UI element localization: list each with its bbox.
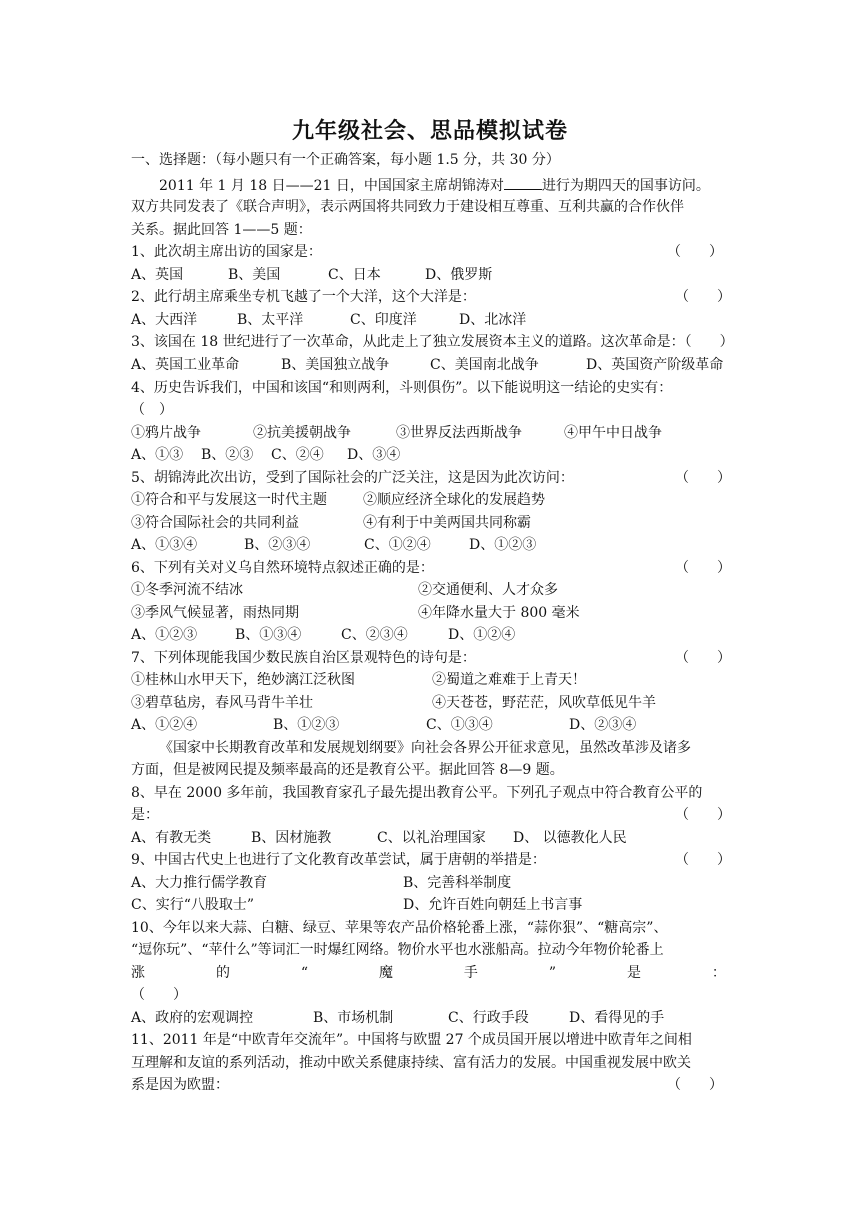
answer-paren: （ ）	[667, 244, 723, 260]
question-2	[131, 287, 731, 307]
question-9-options-row1	[131, 873, 731, 893]
question-10-line3	[131, 963, 726, 983]
question-5-stem: 5、胡锦涛此次出访，受到了国际社会的广泛关注，这是因为此次访问：	[131, 470, 574, 486]
question-5-items-row2	[131, 513, 731, 533]
option-a: A、有教无类	[131, 830, 212, 846]
passage1-line2: 双方共同发表了《联合声明》，表示两国将共同致力于建设相互尊重、互利共赢的合作伙伴	[131, 199, 684, 215]
question-4-stem: 4、历史告诉我们，中国和该国“和则两利，斗则俱伤”。以下能说明这一结论的史实有：	[131, 380, 673, 396]
option-c: C、②④	[271, 447, 324, 463]
question-2-options	[131, 310, 731, 330]
option-b: B、美国	[228, 267, 281, 283]
passage1-line3: 关系。据此回答 1——5 题：	[131, 222, 312, 238]
option-d: D、允许百姓向朝廷上书言事	[403, 897, 583, 913]
option-c: C、②③④	[341, 627, 408, 643]
option-c: C、日本	[328, 267, 381, 283]
option-d: D、俄罗斯	[425, 267, 493, 283]
question-10-line2: “逗你玩”、“苹什么”等词汇一时爆红网络。物价水平也水涨船高。拉动今年物价轮番上	[131, 942, 664, 958]
option-d: D、①②④	[448, 627, 516, 643]
option-b: B、美国独立战争	[281, 357, 390, 373]
option-a: A、①②③	[131, 627, 198, 643]
section-heading: 一、选择题：（每小题只有一个正确答案，每小题 1.5 分，共 30 分）	[131, 152, 560, 168]
question-11-line2: 互理解和友谊的系列活动，推动中欧关系健康持续、富有活力的发展。中国重视发展中欧关	[131, 1055, 691, 1071]
question-10-options	[131, 1008, 731, 1028]
item-4: ④甲午中日战争	[564, 425, 662, 441]
option-c: C、实行“八股取士”	[131, 897, 255, 913]
item-4: ④有利于中美两国共同称霸	[363, 515, 531, 531]
question-5	[131, 468, 731, 488]
question-5-options	[131, 535, 731, 555]
question-4-items	[131, 423, 731, 443]
answer-paren: （ ）	[675, 289, 731, 305]
item-1: ①桂林山水甲天下，绝妙漓江泛秋图	[131, 672, 355, 688]
option-d: D、北冰洋	[459, 312, 527, 328]
item-2: ②交通便利、人才众多	[418, 582, 558, 598]
justified-char: 涨	[131, 965, 145, 981]
question-7-options	[131, 715, 731, 735]
item-2: ②顺应经济全球化的发展趋势	[363, 492, 545, 508]
option-a: A、①③④	[131, 537, 198, 553]
item-3: ③碧草毡房，春风马背牛羊壮	[131, 695, 313, 711]
question-6-options	[131, 625, 731, 645]
question-11-line3	[131, 1075, 723, 1095]
justified-char: 的	[215, 965, 230, 981]
passage1-text-a: 2011 年 1 月 18 日——21 日，中国国家主席胡锦涛对	[159, 178, 504, 194]
passage2-line2: 方面，但是被网民提及频率最高的还是教育公平。据此回答 8—9 题。	[131, 762, 564, 778]
question-11-stem-end: 系是因为欧盟：	[131, 1077, 229, 1093]
option-c: C、印度洋	[350, 312, 417, 328]
option-b: B、市场机制	[313, 1010, 394, 1026]
fill-blank	[504, 175, 542, 190]
question-1-stem: 1、此次胡主席出访的国家是：	[131, 244, 322, 260]
option-d: D、英国资产阶级革命	[586, 357, 724, 373]
question-3-options	[131, 355, 731, 375]
answer-paren: （ ）	[675, 852, 731, 868]
option-c: C、以礼治理国家	[377, 830, 486, 846]
item-4: ④天苍苍，野茫茫，风吹草低见牛羊	[432, 695, 656, 711]
question-7-items-row2	[131, 693, 731, 713]
item-2: ②抗美援朝战争	[253, 425, 351, 441]
option-a: A、英国	[131, 267, 184, 283]
question-8-stem-cont	[131, 805, 731, 825]
justified-char: ：	[711, 965, 726, 981]
option-b: B、完善科举制度	[403, 875, 512, 891]
item-4: ④年降水量大于 800 毫米	[418, 605, 580, 621]
question-6-items-row1	[131, 580, 731, 600]
question-2-stem: 2、此行胡主席乘坐专机飞越了一个大洋，这个大洋是：	[131, 289, 476, 305]
passage2-line1: 《国家中长期教育改革和发展规划纲要》向社会各界公开征求意见，虽然改革涉及诸多	[159, 740, 691, 756]
option-a: A、大西洋	[131, 312, 198, 328]
justified-char: 手	[463, 965, 478, 981]
option-a: A、政府的宏观调控	[131, 1010, 254, 1026]
item-3: ③季风气候显著，雨热同期	[131, 605, 299, 621]
item-1: ①符合和平与发展这一时代主题	[131, 492, 327, 508]
question-7-items-row1	[131, 670, 731, 690]
option-b: B、因材施教	[251, 830, 332, 846]
option-a: A、英国工业革命	[131, 357, 240, 373]
question-4-paren: （ ）	[131, 402, 173, 418]
question-1-options	[131, 265, 731, 285]
option-d: D、①②③	[469, 537, 537, 553]
question-1	[131, 242, 723, 262]
question-10-paren: （ ）	[131, 987, 187, 1003]
option-c: C、①②④	[364, 537, 431, 553]
option-d: D、 以德教化人民	[513, 830, 627, 846]
question-7-stem: 7、下列体现能我国少数民族自治区景观特色的诗句是：	[131, 650, 476, 666]
justified-char: ”	[548, 965, 557, 981]
option-b: B、②③	[201, 447, 254, 463]
answer-paren: （ ）	[675, 470, 731, 486]
question-8-stem2: 是：	[131, 807, 159, 823]
item-1: ①冬季河流不结冰	[131, 582, 243, 598]
question-3-stem: 3、该国在 18 世纪进行了一次革命，从此走上了独立发展资本主义的道路。这次革命是：（ ）	[131, 334, 734, 350]
option-a: A、①③	[131, 447, 184, 463]
option-b: B、太平洋	[237, 312, 304, 328]
question-11-line1: 11、2011 年是“中欧青年交流年”。中国将与欧盟 27 个成员国开展以增进中欧青年之间相	[131, 1032, 692, 1048]
option-d: D、②③④	[569, 717, 637, 733]
question-9-stem: 9、中国古代史上也进行了文化教育改革尝试，属于唐朝的举措是：	[131, 852, 546, 868]
question-9	[131, 850, 731, 870]
question-4-options	[131, 445, 731, 465]
item-3: ③世界反法西斯战争	[396, 425, 522, 441]
question-7	[131, 648, 731, 668]
item-1: ①鸦片战争	[131, 425, 201, 441]
answer-paren: （ ）	[667, 1077, 723, 1093]
answer-paren: （ ）	[675, 650, 731, 666]
option-c: C、美国南北战争	[430, 357, 539, 373]
item-2: ②蜀道之难难于上青天！	[432, 672, 586, 688]
question-9-options-row2	[131, 895, 731, 915]
page-title: 九年级社会、思品模拟试卷	[291, 119, 568, 144]
question-6-items-row2	[131, 603, 731, 623]
justified-char: “	[300, 965, 309, 981]
option-c: C、①③④	[426, 717, 493, 733]
option-a: A、大力推行儒学教育	[131, 875, 268, 891]
answer-paren: （ ）	[675, 560, 731, 576]
question-10-line1: 10、今年以来大蒜、白糖、绿豆、苹果等农产品价格轮番上涨，“蒜你狠”、“糖高宗”、	[131, 920, 668, 936]
answer-paren: （ ）	[675, 807, 731, 823]
option-b: B、②③④	[244, 537, 311, 553]
option-b: B、①③④	[235, 627, 302, 643]
question-5-items-row1	[131, 490, 731, 510]
passage1-line1	[159, 175, 759, 196]
item-3: ③符合国际社会的共同利益	[131, 515, 299, 531]
option-a: A、①②④	[131, 717, 198, 733]
passage1-text-b: 进行为期四天的国事访问。	[541, 178, 710, 194]
question-6-stem: 6、下列有关对义乌自然环境特点叙述正确的是：	[131, 560, 434, 576]
question-6	[131, 558, 731, 578]
justified-char: 魔	[378, 965, 393, 981]
option-c: C、行政手段	[448, 1010, 529, 1026]
justified-char: 是	[626, 965, 641, 981]
question-8-stem: 8、早在 2000 多年前，我国教育家孔子最先提出教育公平。下列孔子观点中符合教育公平的	[131, 785, 703, 801]
option-d: D、看得见的手	[569, 1010, 665, 1026]
question-8-options	[131, 828, 731, 848]
option-b: B、①②③	[273, 717, 340, 733]
option-d: D、③④	[347, 447, 401, 463]
